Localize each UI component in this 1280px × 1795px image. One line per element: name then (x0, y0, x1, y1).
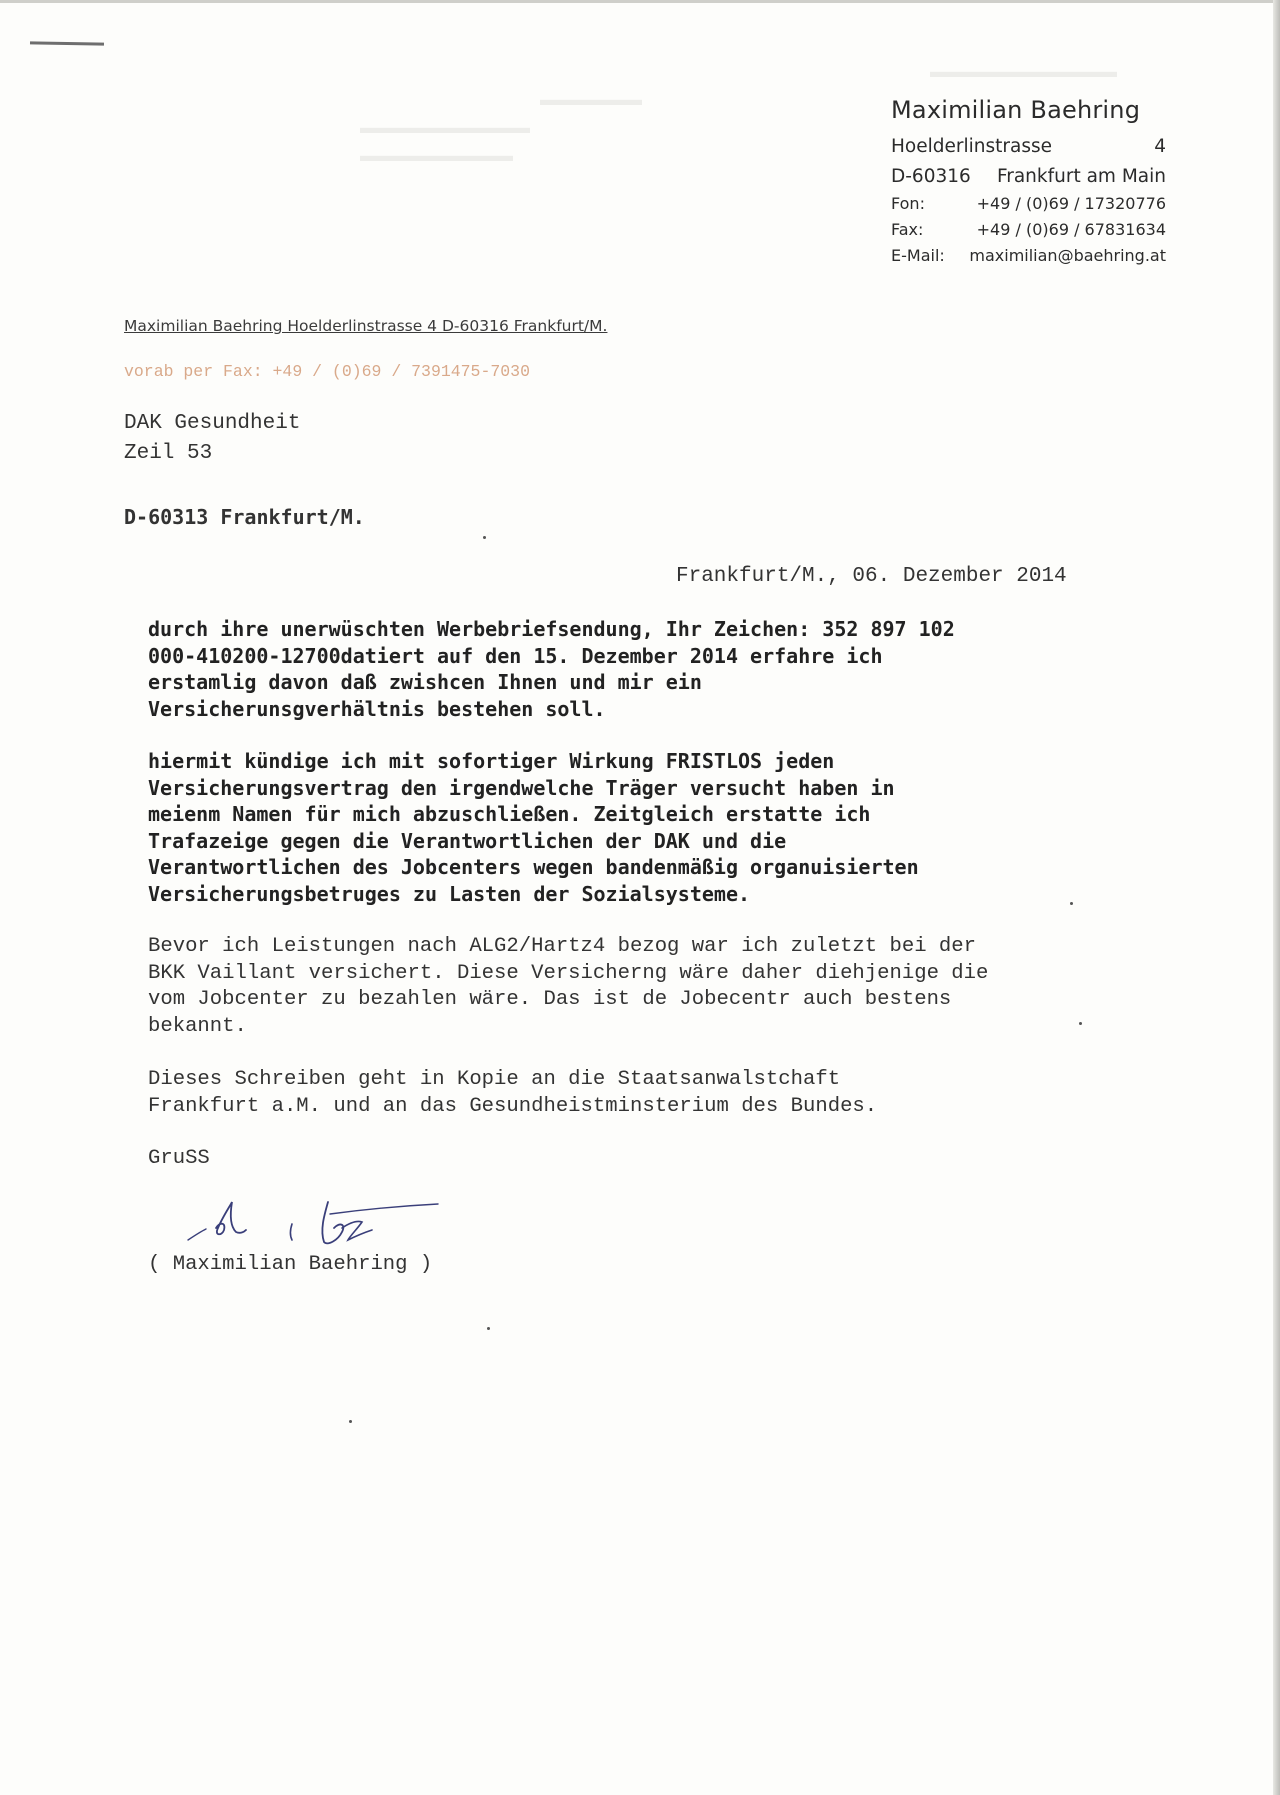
recipient-city: D-60313 Frankfurt/M. (124, 505, 365, 529)
body-line: bekannt. (148, 1014, 247, 1038)
sender-phone: +49 / (0)69 / 17320776 (976, 194, 1166, 213)
body-line: Dieses Schreiben geht in Kopie an die Staatsanwalstchaft (148, 1068, 841, 1091)
show-through-mark: ▬▬▬▬▬▬ (540, 90, 642, 109)
body-line: Frankfurt a.M. und an das Gesundheistminsterium des Bundes. (148, 1094, 878, 1118)
body-line: erstamlig davon daß zwishcen Ihnen und mir ein (148, 670, 702, 694)
body-line: meienm Namen für mich abzuschließen. Zeitgleich erstatte ich (148, 802, 871, 826)
scan-speck (1079, 1022, 1082, 1025)
show-through-mark: ▬▬▬▬▬▬▬▬▬▬▬ (930, 62, 1117, 81)
paragraph-1 (148, 616, 955, 722)
scan-top-edge (0, 0, 1280, 3)
paragraph-4 (148, 1067, 877, 1120)
sender-house-number: 4 (1154, 136, 1166, 157)
sender-fax-row (891, 220, 1166, 239)
body-line: 000-410200-12700datiert auf den 15. Dezember 2014 erfahre ich (148, 643, 883, 668)
sender-phone-row (891, 194, 1166, 213)
closing-greeting: GruSS (148, 1147, 210, 1170)
body-line: Verantwortlichen des Jobcenters wegen bandenmäßig organuisierten (148, 855, 919, 879)
letter-date: Frankfurt/M., 06. Dezember 2014 (676, 565, 1067, 588)
sender-city-row (891, 166, 1166, 187)
fold-mark (30, 41, 104, 45)
body-line: durch ihre unerwüschten Werbebriefsendung, Ihr Zeichen: 352 897 102 (148, 617, 955, 641)
body-line: Versicherungsbetruges zu Lasten der Sozialsysteme. (148, 881, 751, 906)
body-line: Trafazeige gegen die Verantwortlichen der DAK und die (148, 828, 787, 853)
body-line: Versicherungsvertrag den irgendwelche Träger versucht haben in (148, 775, 895, 800)
scan-speck (487, 1327, 490, 1330)
body-line: Versicherunsgverhältnis bestehen soll. (148, 696, 606, 721)
body-line: hiermit kündige ich mit sofortiger Wirkung FRISTLOS jeden (148, 749, 835, 773)
paragraph-2 (148, 748, 919, 907)
recipient-street: Zeil 53 (124, 442, 213, 465)
sender-city: Frankfurt am Main (996, 166, 1166, 187)
show-through-mark: ▬▬▬▬▬▬▬▬▬▬ (360, 118, 530, 137)
body-line: BKK Vaillant versichert. Diese Versicherng wäre daher diehjenige die (148, 961, 989, 985)
body-line: vom Jobcenter zu bezahlen wäre. Das ist de Jobecentr auch bestens (148, 988, 952, 1011)
recipient-name: DAK Gesundheit (124, 412, 301, 435)
fax-label: Fax: (891, 220, 924, 239)
sender-email: maximilian@baehring.at (969, 246, 1166, 265)
sender-fax: +49 / (0)69 / 67831634 (976, 220, 1166, 239)
paragraph-3 (148, 934, 988, 1040)
sender-postal-code: D-60316 (891, 166, 971, 187)
sender-street: Hoelderlinstrasse (891, 136, 1052, 157)
scan-speck (1070, 902, 1073, 905)
scan-speck (483, 536, 486, 539)
handwritten-signature (180, 1192, 450, 1252)
sender-email-row (891, 246, 1166, 265)
fax-notice: vorab per Fax: +49 / (0)69 / 7391475-7030 (124, 362, 530, 381)
return-address: Maximilian Baehring Hoelderlinstrasse 4 D-60316 Frankfurt/M. (124, 317, 608, 335)
body-line: Bevor ich Leistungen nach ALG2/Hartz4 bezog war ich zuletzt bei der (148, 935, 977, 958)
scan-speck (349, 1420, 352, 1423)
show-through-mark: ▬▬▬▬▬▬▬▬▬ (360, 146, 513, 165)
email-label: E-Mail: (891, 246, 945, 265)
phone-label: Fon: (891, 194, 925, 213)
sender-street-row (891, 136, 1166, 157)
signer-name: ( Maximilian Baehring ) (148, 1253, 433, 1276)
sender-name: Maximilian Baehring (891, 96, 1141, 124)
scan-right-edge (1273, 0, 1280, 1795)
